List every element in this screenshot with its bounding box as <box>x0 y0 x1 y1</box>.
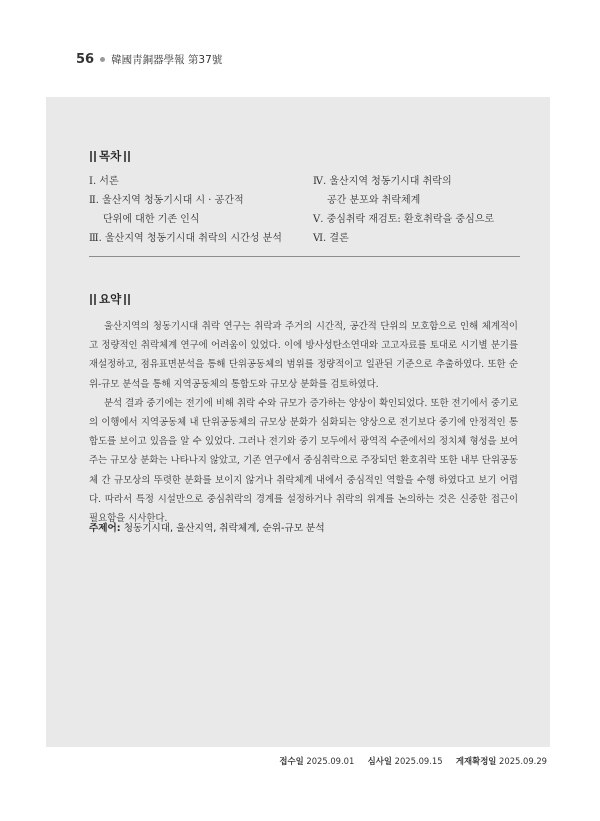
journal-title: 韓國靑銅器學報 第37號 <box>111 54 223 66</box>
keywords-line <box>89 520 325 534</box>
abstract-heading <box>89 291 131 307</box>
abstract-paragraph: 분석 결과 중기에는 전기에 비해 취락 수와 규모가 증가하는 양상이 확인되었다. 또한 전기에서 중기로의 이행에서 지역공동체 내 단위공동체의 규모상 분화가 심화되는 양상으로 전기보다 중기에 안정적인 통합도를 보이고 있음을 알 수 있었다. 그러나 전기와 중기 모두에서 광역적 수준에서의 정치체 형성을 보여주는 규모상 분화는 나타나지 않았고, 기존 연구에서 중심취락으로 주장되던 환호취락 또한 내부 단위공동체 간 규모상의 뚜렷한 분화를 보이지 않거나 취락체계 내에서 중심적인 역할을 수행 하였다고 보기 어렵다. 따라서 특정 시설만으로 중심취락의 경계를 설정하거나 취락의 위계를 논의하는 것은 신중한 접근이 필요함을 시사한다. <box>89 397 518 525</box>
toc-item: Ⅲ. 울산지역 청동기시대 취락의 시간성 분석 <box>89 233 282 244</box>
toc-item: 공간 분포와 취락체계 <box>327 195 421 206</box>
toc-heading-label: 목차 <box>99 149 122 163</box>
toc-heading <box>89 148 131 164</box>
toc-item: Ⅰ. 서론 <box>89 176 119 187</box>
reviewed-label: 심사일 <box>367 756 392 766</box>
keywords-text: 청동기시대, 울산지역, 취락체계, 순위-규모 분석 <box>123 523 325 534</box>
heading-bar-icon <box>90 151 92 162</box>
section-divider <box>89 256 520 257</box>
toc-item: 단위에 대한 기존 인식 <box>103 214 200 225</box>
received-date: 2025.09.01 <box>306 756 355 766</box>
bullet-dot-icon <box>100 57 105 62</box>
accepted-date: 2025.09.29 <box>499 756 547 766</box>
heading-bar-icon <box>94 151 96 162</box>
heading-bar-icon <box>124 151 126 162</box>
reviewed-date: 2025.09.15 <box>394 756 443 766</box>
heading-bar-icon <box>94 294 96 305</box>
heading-bar-icon <box>90 294 92 305</box>
abstract-paragraph: 울산지역의 청동기시대 취락 연구는 취락과 주거의 시간적, 공간적 단위의 모호함으로 인해 체계적이고 정량적인 취락체계 연구에 어려움이 있었다. 이에 방사성탄소연대와 고고자료를 토대로 시기별 분기를 재설정하고, 점유표면분석을 통해 단위공동체의 범위를 정량적이고 일관된 기준으로 추출하였다. 또한 순위-규모 분석을 통해 지역공동체의 통합도와 규모상 분화를 검토하였다. <box>89 321 518 390</box>
keywords-label: 주제어: <box>89 523 121 534</box>
received-label: 접수일 <box>279 756 304 766</box>
heading-bar-icon <box>128 294 130 305</box>
toc-item: Ⅳ. 울산지역 청동기시대 취락의 <box>313 176 452 187</box>
toc-column-right <box>313 172 523 248</box>
heading-bar-icon <box>128 151 130 162</box>
abstract-body <box>89 317 518 528</box>
accepted-label: 게재확정일 <box>455 756 497 766</box>
toc-item: Ⅱ. 울산지역 청동기시대 시 · 공간적 <box>89 195 244 206</box>
submission-dates <box>279 755 547 767</box>
toc-item: Ⅴ. 중심취락 재검토: 환호취락을 중심으로 <box>313 214 495 225</box>
toc-column-left <box>89 172 314 248</box>
heading-bar-icon <box>124 294 126 305</box>
running-header <box>76 52 222 67</box>
abstract-heading-label: 요약 <box>99 292 122 306</box>
toc-item: Ⅵ. 결론 <box>313 233 349 244</box>
page-number: 56 <box>76 52 95 67</box>
